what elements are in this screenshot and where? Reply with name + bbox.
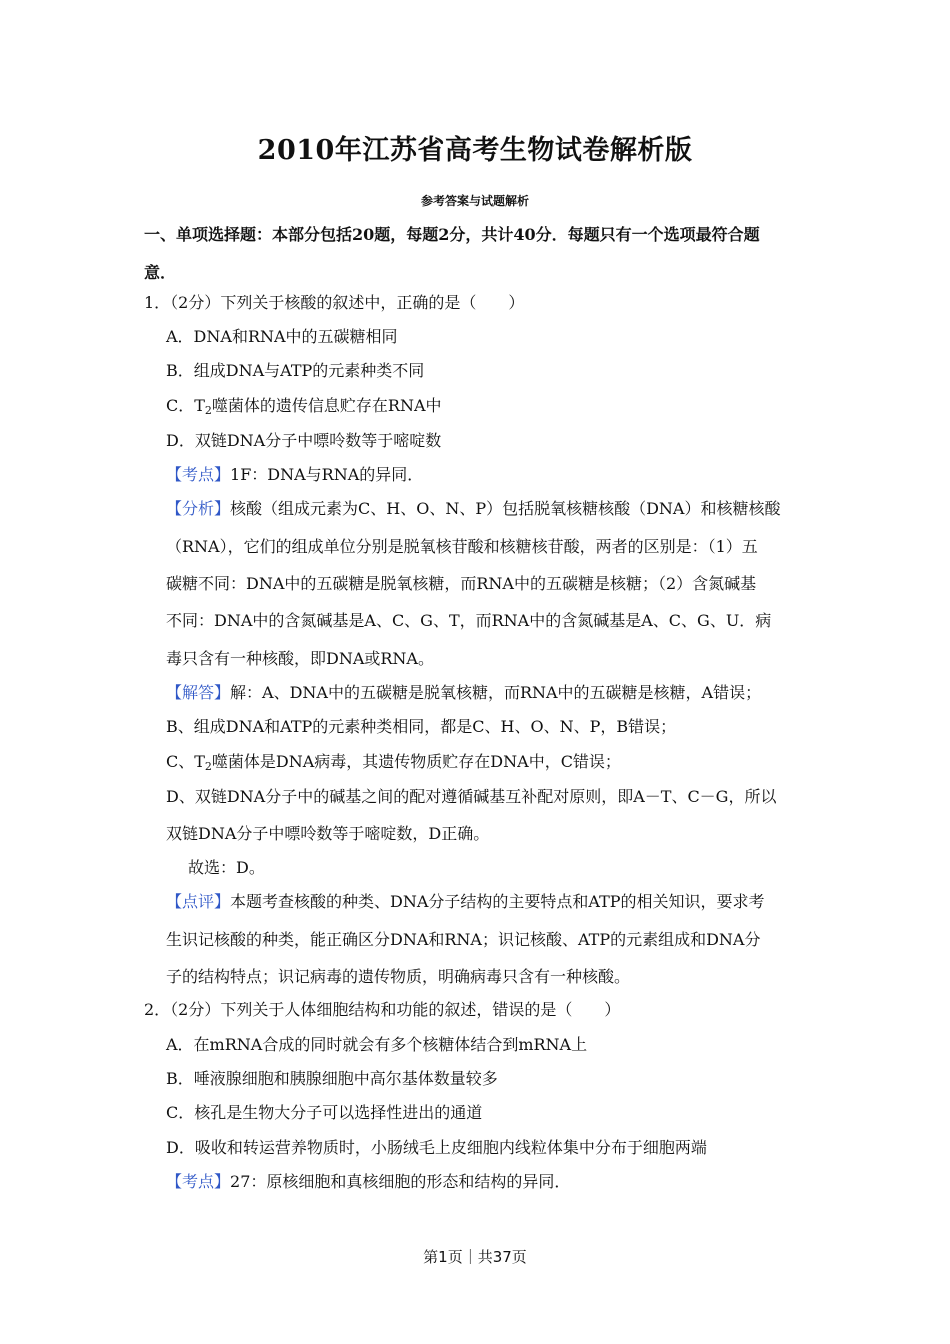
question-1-option-d: D．双链DNA分子中嘌呤数等于嘧啶数 [166,431,442,450]
question-1-fenxi-line: 碳糖不同：DNA中的五碳糖是脱氧核糖，而RNA中的五碳糖是核糖；（2）含氮碱基 [166,574,757,593]
kaodian-text: 1F：DNA与RNA的异同． [230,465,424,484]
question-2-option-c: C．核孔是生物大分子可以选择性进出的通道 [166,1103,483,1122]
subscript: 2 [204,404,212,417]
kaodian-tag: 【考点】 [166,465,231,484]
question-1-jieda-line [166,683,761,703]
section-heading-line1: 一、单项选择题：本部分包括20题，每题2分，共计40分．每题只有一个选项最符合题 [144,225,760,244]
question-1-fenxi-line [166,499,780,519]
option-c-prefix: C．T [166,396,205,415]
fenxi-text: 核酸（组成元素为C、H、O、N、P）包括脱氧核糖核酸（DNA）和核糖核酸 [230,499,781,518]
question-2-option-d: D．吸收和转运营养物质时，小肠绒毛上皮细胞内线粒体集中分布于细胞两端 [166,1138,707,1157]
subscript: 2 [204,760,212,773]
question-1-dianping-line: 生识记核酸的种类，能正确区分DNA和RNA；识记核酸、ATP的元素组成和DNA分 [166,930,761,949]
jieda-text: 解：A、DNA中的五碳糖是脱氧核糖，而RNA中的五碳糖是核糖，A错误； [230,683,762,702]
question-1-answer: 故选：D。 [188,858,265,877]
question-1-option-b: B．组成DNA与ATP的元素种类不同 [166,361,425,380]
jieda-c-prefix: C、T [166,752,205,771]
question-1-dianping-line [166,892,765,912]
fenxi-tag: 【分析】 [166,499,231,518]
question-1-jieda-line: B、组成DNA和ATP的元素种类相同，都是C、H、O、N、P，B错误； [166,717,677,736]
page-footer: 第1页｜共37页 [423,1248,527,1266]
question-2-option-a: A．在mRNA合成的同时就会有多个核糖体结合到mRNA上 [166,1035,588,1054]
jieda-c-text: 噬菌体是DNA病毒，其遗传物质贮存在DNA中，C错误； [211,752,621,771]
question-1-fenxi-line: （RNA），它们的组成单位分别是脱氧核苷酸和核糖核苷酸，两者的区别是：（1）五 [166,537,758,556]
question-1-fenxi-line: 不同：DNA中的含氮碱基是A、C、G、T，而RNA中的含氮碱基是A、C、G、U．病 [166,611,772,630]
jieda-tag: 【解答】 [166,683,231,702]
question-2-stem: 2．（2分）下列关于人体细胞结构和功能的叙述，错误的是（ ） [144,1000,621,1019]
question-1-kaodian [166,465,423,485]
question-2-kaodian [166,1172,570,1192]
option-c-text: 噬菌体的遗传信息贮存在RNA中 [211,396,442,415]
question-1-option-c [166,396,442,416]
document-title: 2010年江苏省高考生物试卷解析版 [257,135,693,166]
question-1-stem: 1．（2分）下列关于核酸的叙述中，正确的是（ ） [144,293,525,312]
question-2-option-b: B．唾液腺细胞和胰腺细胞中高尔基体数量较多 [166,1069,498,1088]
question-1-dianping-line: 子的结构特点；识记病毒的遗传物质，明确病毒只含有一种核酸。 [166,967,631,986]
question-1-jieda-line [166,752,621,772]
document-subtitle: 参考答案与试题解析 [420,194,529,208]
section-heading-line2: 意． [144,263,177,282]
question-1-option-a: A．DNA和RNA中的五碳糖相同 [166,327,398,346]
dianping-tag: 【点评】 [166,892,231,911]
question-1-jieda-line: D、双链DNA分子中的碱基之间的配对遵循碱基互补配对原则，即A－T、C－G，所以 [166,787,777,806]
kaodian-tag: 【考点】 [166,1172,231,1191]
kaodian-text: 27：原核细胞和真核细胞的形态和结构的异同． [230,1172,571,1191]
question-1-fenxi-line: 毒只含有一种核酸，即DNA或RNA。 [166,649,434,668]
question-1-jieda-line: 双链DNA分子中嘌呤数等于嘧啶数，D正确。 [166,824,490,843]
dianping-text: 本题考查核酸的种类、DNA分子结构的主要特点和ATP的相关知识，要求考 [230,892,765,911]
